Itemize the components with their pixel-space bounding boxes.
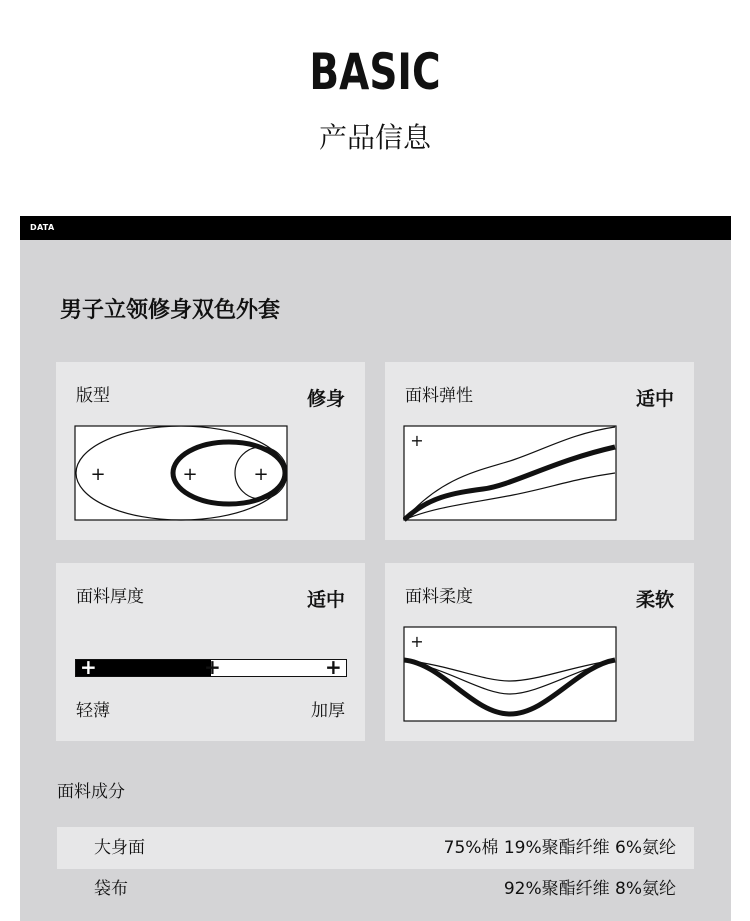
composition-part: 袋布	[94, 879, 128, 899]
composition-material: 75%棉 19%聚酯纤维 6%氨纶	[443, 838, 676, 858]
thickness-max-plus-icon: +	[325, 655, 342, 679]
svg-text:+: +	[90, 464, 106, 485]
thickness-mid-plus-icon: +	[204, 655, 221, 679]
data-section-bar: DATA	[20, 216, 731, 240]
softness-card	[385, 563, 694, 741]
fit-diagram	[74, 425, 288, 523]
composition-part: 大身面	[94, 838, 145, 858]
product-name: 男子立领修身双色外套	[60, 298, 281, 323]
page-subtitle: 产品信息	[318, 121, 431, 154]
svg-text:+: +	[410, 431, 424, 450]
fit-value: 修身	[306, 388, 345, 410]
thickness-min-label: 轻薄	[76, 701, 110, 721]
softness-diagram	[403, 626, 617, 724]
svg-text:+: +	[410, 632, 424, 651]
composition-row	[57, 827, 694, 869]
fit-card	[56, 362, 365, 540]
svg-text:+: +	[182, 464, 198, 485]
thickness-max-label: 加厚	[311, 701, 345, 721]
composition-title: 面料成分	[57, 782, 125, 802]
softness-value: 柔软	[635, 589, 674, 611]
elasticity-card	[385, 362, 694, 540]
thickness-meter	[75, 655, 347, 679]
composition-material: 92%聚酯纤维 8%氨纶	[503, 879, 676, 899]
thickness-label: 面料厚度	[76, 587, 144, 607]
brand-logo: BASIC	[309, 43, 441, 101]
composition-row	[57, 868, 694, 910]
svg-text:+: +	[253, 464, 269, 485]
fit-label: 版型	[76, 386, 110, 406]
elasticity-diagram	[403, 425, 617, 523]
thickness-card	[56, 563, 365, 741]
elasticity-value: 适中	[635, 388, 674, 410]
softness-label: 面料柔度	[405, 587, 473, 607]
thickness-value: 适中	[306, 589, 345, 611]
thickness-min-plus-icon: +	[80, 655, 97, 679]
elasticity-label: 面料弹性	[405, 386, 473, 406]
